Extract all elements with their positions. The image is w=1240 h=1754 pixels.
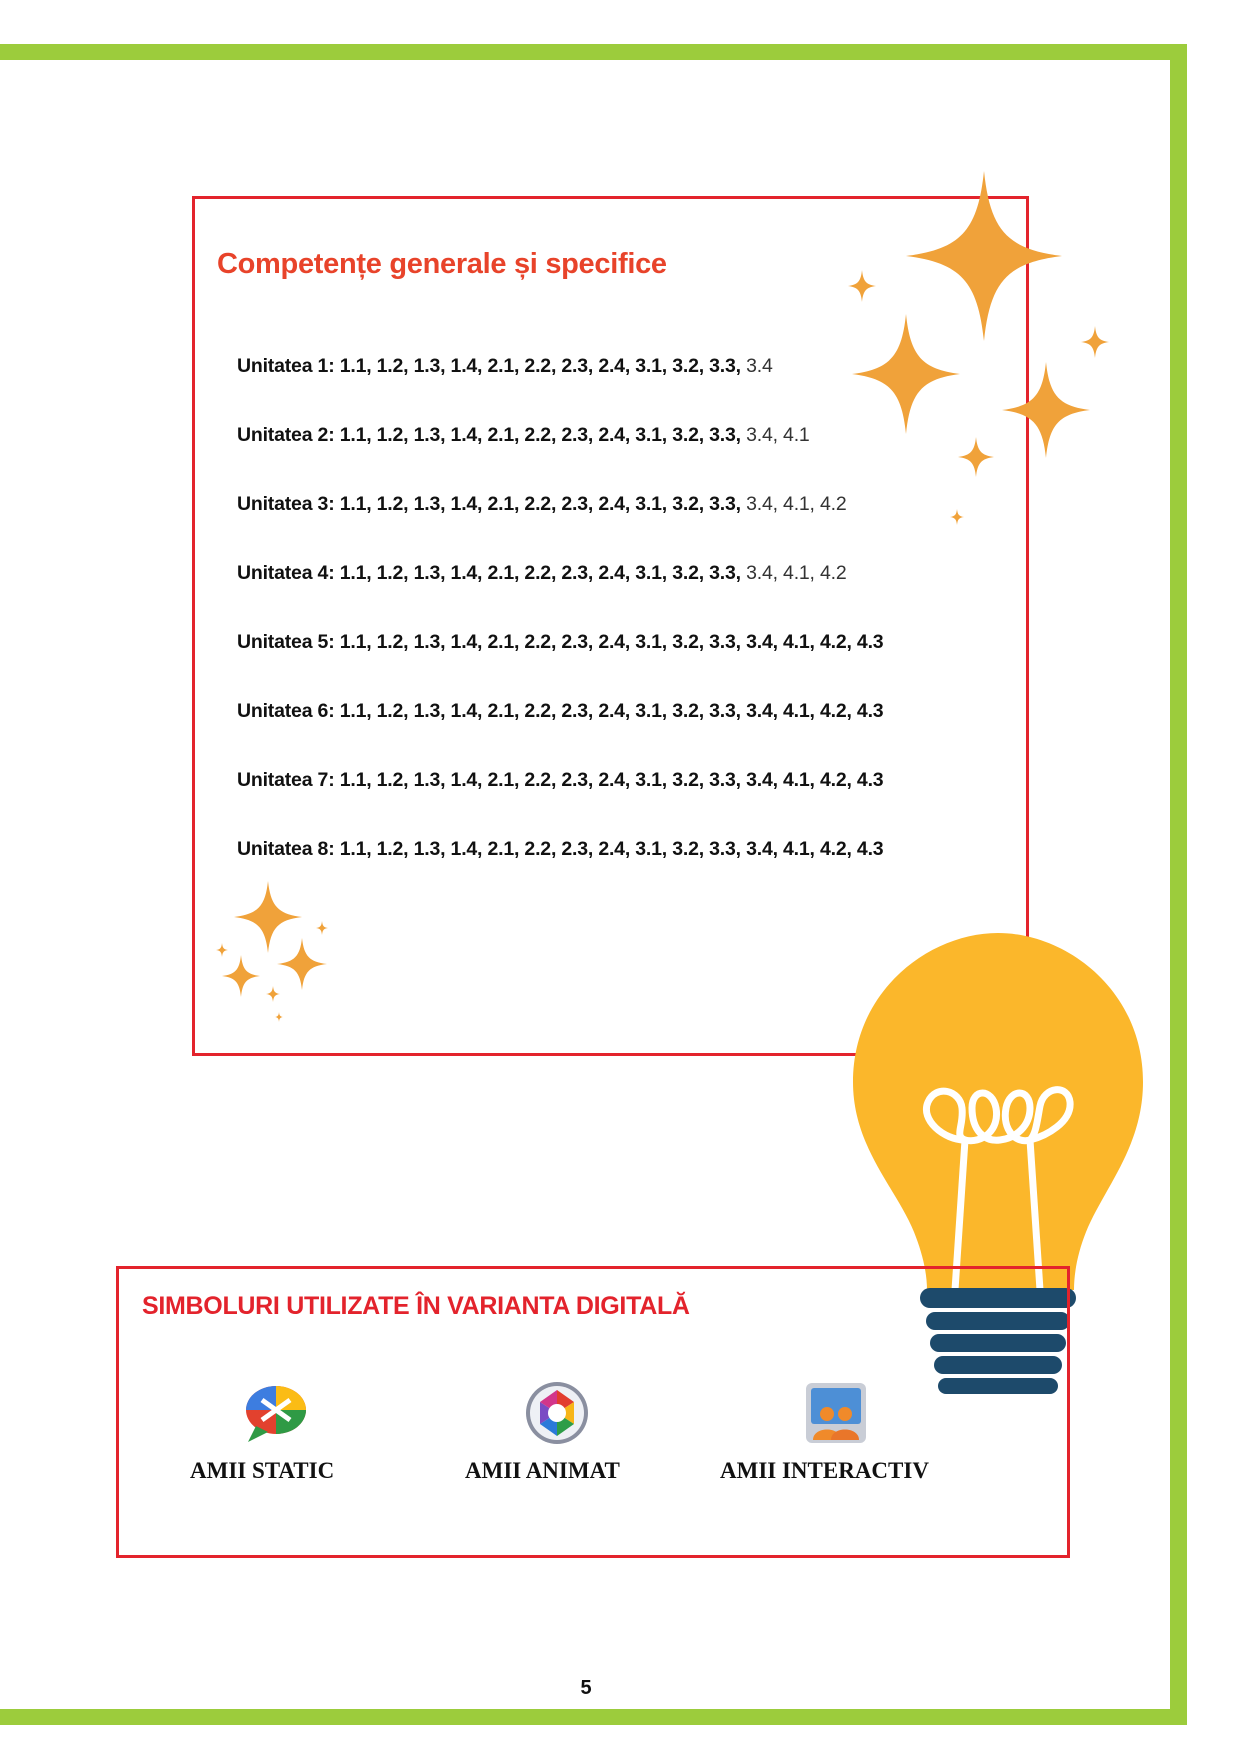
sparkle-stars-bottom — [216, 881, 328, 1022]
unit-codes-tail: 3.4 — [746, 355, 773, 377]
star-icon — [848, 270, 876, 302]
presentation-people-icon[interactable] — [803, 1380, 869, 1446]
symbols-title: SIMBOLURI UTILIZATE ÎN VARIANTA DIGITALĂ — [142, 1292, 690, 1320]
buzz-speech-bubble-icon[interactable] — [242, 1380, 308, 1446]
sparkle-stars-top — [848, 171, 1109, 525]
star-icon — [316, 921, 328, 935]
star-icon — [1002, 362, 1090, 458]
unit-codes: 1.1, 1.2, 1.3, 1.4, 2.1, 2.2, 2.3, 2.4, 3.1, 3.2, 3.3, 3.4, 4.1, 4.2, 4.3 — [339, 838, 884, 860]
unit-label: Unitatea 1: — [237, 355, 335, 377]
star-icon — [906, 171, 1062, 341]
unit-label: Unitatea 4: — [237, 562, 335, 584]
competences-title: Competențe generale și specifice — [217, 248, 667, 280]
unit-label: Unitatea 8: — [237, 838, 335, 860]
star-icon — [234, 881, 302, 953]
unit-codes: 1.1, 1.2, 1.3, 1.4, 2.1, 2.2, 2.3, 2.4, 3.1, 3.2, 3.3, 3.4, 4.1, 4.2, 4.3 — [339, 700, 884, 722]
star-icon — [1081, 326, 1109, 358]
unit-codes: 1.1, 1.2, 1.3, 1.4, 2.1, 2.2, 2.3, 2.4, 3.1, 3.2, 3.3, — [339, 493, 741, 515]
amii-animat-label: AMII ANIMAT — [465, 1458, 620, 1483]
star-icon — [266, 986, 280, 1002]
unit-codes: 1.1, 1.2, 1.3, 1.4, 2.1, 2.2, 2.3, 2.4, 3.1, 3.2, 3.3, 3.4, 4.1, 4.2, 4.3 — [339, 769, 884, 791]
amii-static-label: AMII STATIC — [190, 1458, 335, 1483]
star-icon — [950, 509, 964, 525]
unit-label: Unitatea 6: — [237, 700, 335, 722]
star-icon — [275, 1012, 283, 1022]
unit-codes: 1.1, 1.2, 1.3, 1.4, 2.1, 2.2, 2.3, 2.4, 3.1, 3.2, 3.3, — [339, 424, 741, 446]
page-number: 5 — [580, 1677, 592, 1699]
picasa-pinwheel-icon[interactable] — [524, 1380, 590, 1446]
star-icon — [222, 955, 260, 997]
unit-label: Unitatea 5: — [237, 631, 335, 653]
unit-label: Unitatea 3: — [237, 493, 335, 515]
star-icon — [852, 314, 960, 434]
unit-codes: 1.1, 1.2, 1.3, 1.4, 2.1, 2.2, 2.3, 2.4, 3.1, 3.2, 3.3, 3.4, 4.1, 4.2, 4.3 — [339, 631, 884, 653]
unit-codes: 1.1, 1.2, 1.3, 1.4, 2.1, 2.2, 2.3, 2.4, 3.1, 3.2, 3.3, — [339, 562, 741, 584]
star-icon — [216, 943, 228, 957]
unit-codes: 1.1, 1.2, 1.3, 1.4, 2.1, 2.2, 2.3, 2.4, 3.1, 3.2, 3.3, — [339, 355, 741, 377]
star-icon — [958, 437, 994, 477]
unit-label: Unitatea 7: — [237, 769, 335, 791]
unit-codes-tail: 3.4, 4.1, 4.2 — [746, 493, 847, 515]
unit-label: Unitatea 2: — [237, 424, 335, 446]
star-icon — [277, 938, 327, 990]
amii-interactiv-label: AMII INTERACTIV — [720, 1458, 929, 1483]
unit-codes-tail: 3.4, 4.1 — [746, 424, 810, 446]
unit-codes-tail: 3.4, 4.1, 4.2 — [746, 562, 847, 584]
